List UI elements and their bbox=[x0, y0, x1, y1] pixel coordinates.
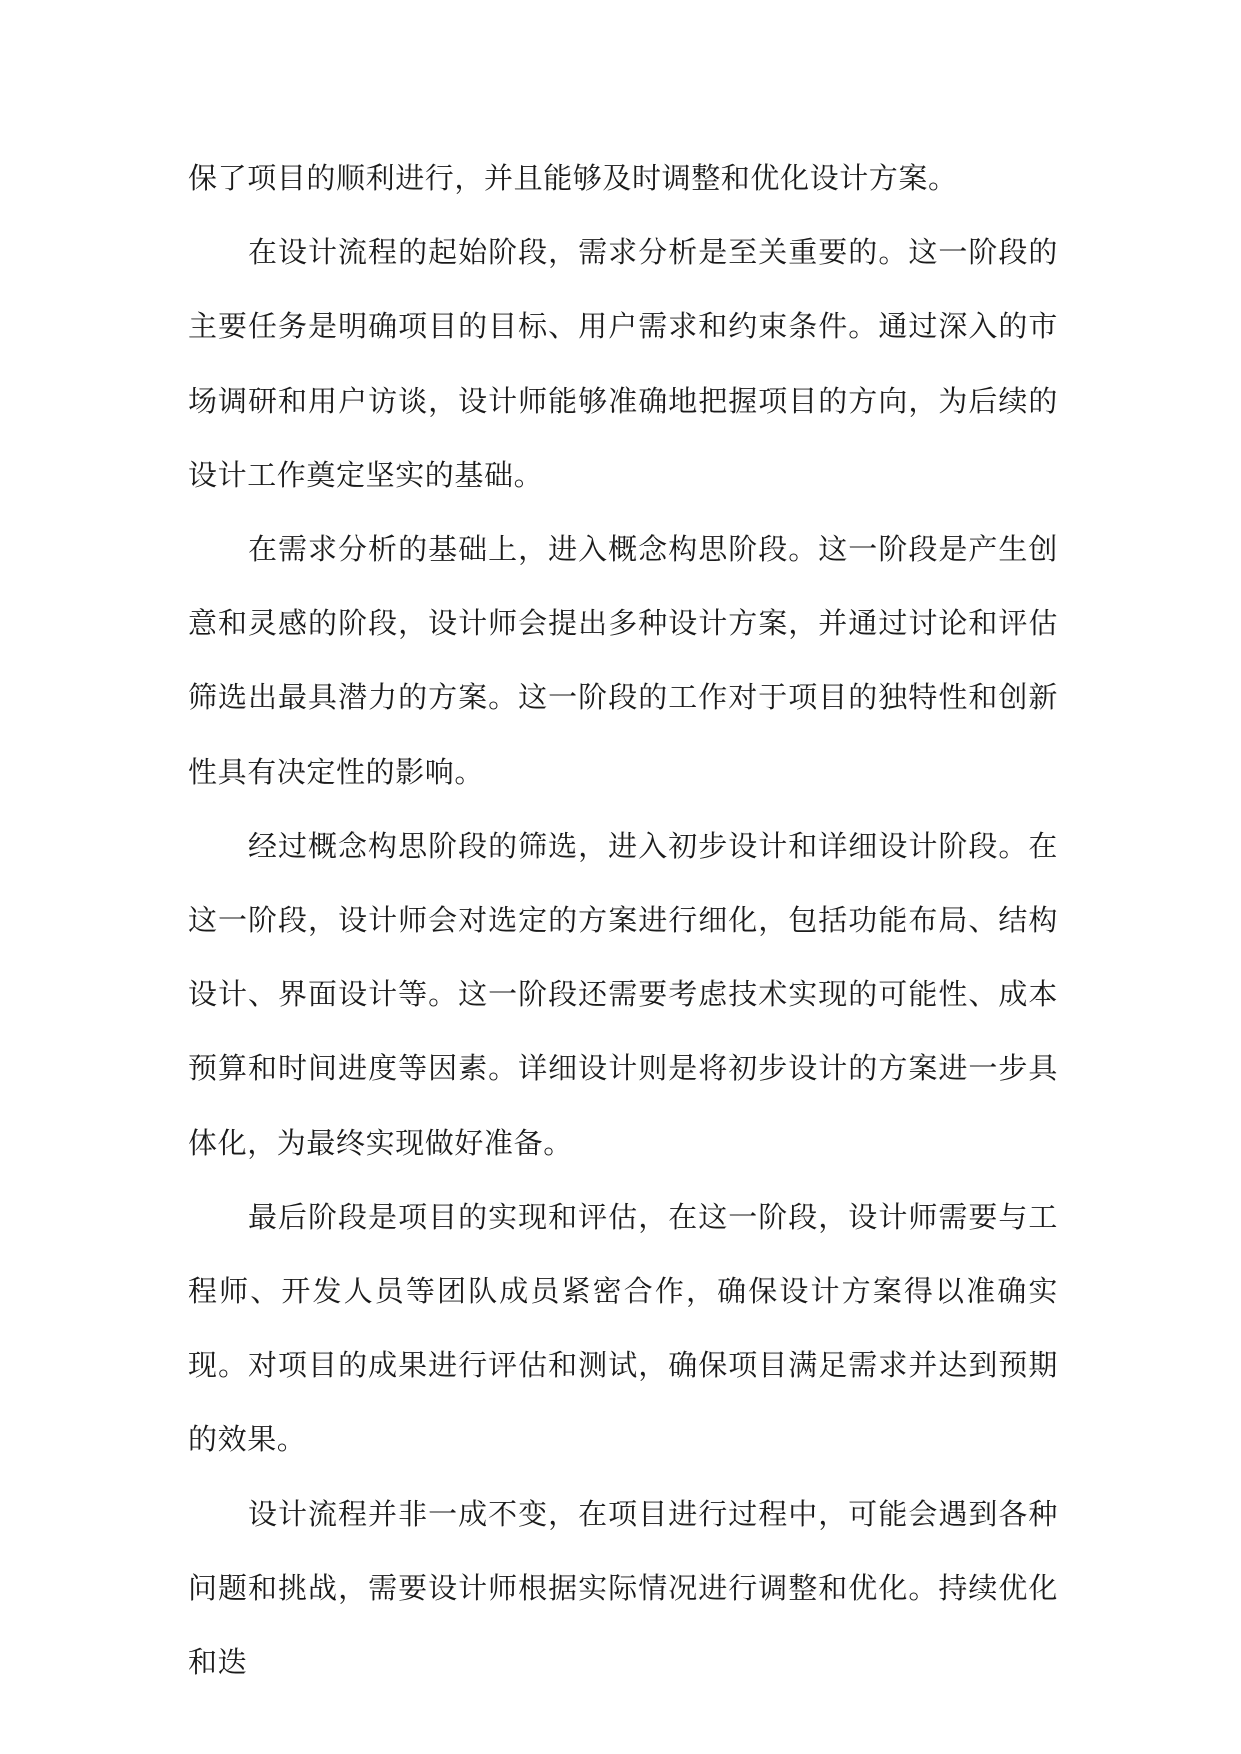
paragraph-1: 保了项目的顺利进行，并且能够及时调整和优化设计方案。 bbox=[188, 161, 958, 195]
paragraph-5: 最后阶段是项目的实现和评估，在这一阶段，设计师需要与工程师、开发人员等团队成员紧密合作，确保设计方案得以准确实现。对项目的成果进行评估和测试，确保项目满足需求并达到预期的效果。 bbox=[188, 1199, 1058, 1457]
paragraph-2: 在设计流程的起始阶段，需求分析是至关重要的。这一阶段的主要任务是明确项目的目标、用户需求和约束条件。通过深入的市场调研和用户访谈，设计师能够准确地把握项目的方向，为后续的设计工作奠定坚实的基础。 bbox=[188, 235, 1058, 492]
page-body bbox=[188, 141, 1058, 1699]
paragraph-6: 设计流程并非一成不变，在项目进行过程中，可能会遇到各种问题和挑战，需要设计师根据实际情况进行调整和优化。持续优化和迭 bbox=[188, 1496, 1058, 1680]
paragraph-3: 在需求分析的基础上，进入概念构思阶段。这一阶段是产生创意和灵感的阶段，设计师会提出多种设计方案，并通过讨论和评估筛选出最具潜力的方案。这一阶段的工作对于项目的独特性和创新性具有决定性的影响。 bbox=[188, 532, 1058, 789]
paragraph-4: 经过概念构思阶段的筛选，进入初步设计和详细设计阶段。在这一阶段，设计师会对选定的方案进行细化，包括功能布局、结构设计、界面设计等。这一阶段还需要考虑技术实现的可能性、成本预算和时间进度等因素。详细设计则是将初步设计的方案进一步具体化，为最终实现做好准备。 bbox=[188, 828, 1058, 1160]
